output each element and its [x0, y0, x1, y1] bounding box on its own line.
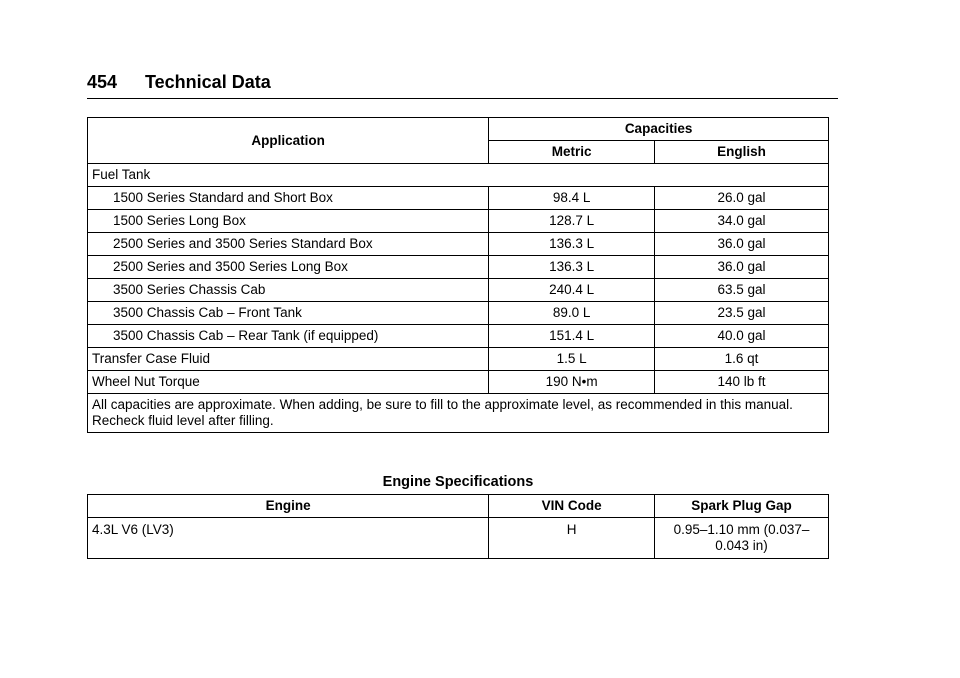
- fuel-tank-label: Fuel Tank: [88, 164, 829, 187]
- table-row: [88, 210, 829, 233]
- metric-cell: 136.3 L: [489, 233, 655, 256]
- column-header-application: Application: [88, 118, 489, 164]
- metric-cell: 190 N•m: [489, 371, 655, 394]
- section-title: Technical Data: [145, 72, 271, 92]
- engine-specifications-table: [87, 494, 829, 559]
- application-cell: 1500 Series Standard and Short Box: [88, 187, 489, 210]
- metric-cell: 128.7 L: [489, 210, 655, 233]
- column-header-vin-code: VIN Code: [489, 495, 655, 518]
- spark-plug-gap-line-1: 0.95–1.10 mm (0.037–: [673, 522, 810, 537]
- application-cell: 3500 Chassis Cab – Rear Tank (if equipped): [88, 325, 489, 348]
- table-header-row: [88, 495, 829, 518]
- application-cell: 2500 Series and 3500 Series Long Box: [88, 256, 489, 279]
- metric-cell: 1.5 L: [489, 348, 655, 371]
- column-header-capacities: Capacities: [489, 118, 829, 141]
- capacities-table: [87, 117, 829, 433]
- metric-cell: 136.3 L: [489, 256, 655, 279]
- page-number: 454: [87, 72, 118, 92]
- capacities-note: All capacities are approximate. When adding, be sure to fill to the approximate level, as recommended in this manual. Recheck fluid level after filling.: [88, 394, 829, 433]
- english-cell: 40.0 gal: [654, 325, 828, 348]
- table-row: [88, 348, 829, 371]
- column-header-metric: Metric: [489, 141, 655, 164]
- metric-cell: 240.4 L: [489, 279, 655, 302]
- column-header-spark-plug-gap: Spark Plug Gap: [655, 495, 829, 518]
- vin-code-cell: H: [489, 518, 655, 559]
- spark-plug-gap-line-2: 0.043 in): [715, 538, 768, 553]
- english-cell: 23.5 gal: [654, 302, 828, 325]
- table-row: [88, 233, 829, 256]
- application-cell: 2500 Series and 3500 Series Standard Box: [88, 233, 489, 256]
- table-row-fuel-tank-group: [88, 164, 829, 187]
- column-header-engine: Engine: [88, 495, 489, 518]
- table-row: [88, 256, 829, 279]
- table-row: [88, 325, 829, 348]
- application-cell: 1500 Series Long Box: [88, 210, 489, 233]
- table-row: [88, 187, 829, 210]
- engine-cell: 4.3L V6 (LV3): [88, 518, 489, 559]
- engine-specifications-title: Engine Specifications: [382, 474, 534, 490]
- column-header-english: English: [654, 141, 828, 164]
- english-cell: 140 lb ft: [654, 371, 828, 394]
- english-cell: 36.0 gal: [654, 233, 828, 256]
- table-row: [88, 302, 829, 325]
- application-cell: 3500 Chassis Cab – Front Tank: [88, 302, 489, 325]
- table-row: [88, 518, 829, 559]
- metric-cell: 151.4 L: [489, 325, 655, 348]
- english-cell: 34.0 gal: [654, 210, 828, 233]
- english-cell: 63.5 gal: [654, 279, 828, 302]
- english-cell: 36.0 gal: [654, 256, 828, 279]
- english-cell: 1.6 qt: [654, 348, 828, 371]
- application-cell: 3500 Series Chassis Cab: [88, 279, 489, 302]
- table-note-row: [88, 394, 829, 433]
- english-cell: 26.0 gal: [654, 187, 828, 210]
- table-row: [88, 371, 829, 394]
- page-header: [87, 70, 838, 99]
- metric-cell: 89.0 L: [489, 302, 655, 325]
- application-cell: Wheel Nut Torque: [88, 371, 489, 394]
- application-cell: Transfer Case Fluid: [88, 348, 489, 371]
- spark-plug-gap-cell: [655, 518, 829, 559]
- table-header-row: [88, 118, 829, 141]
- table-row: [88, 279, 829, 302]
- metric-cell: 98.4 L: [489, 187, 655, 210]
